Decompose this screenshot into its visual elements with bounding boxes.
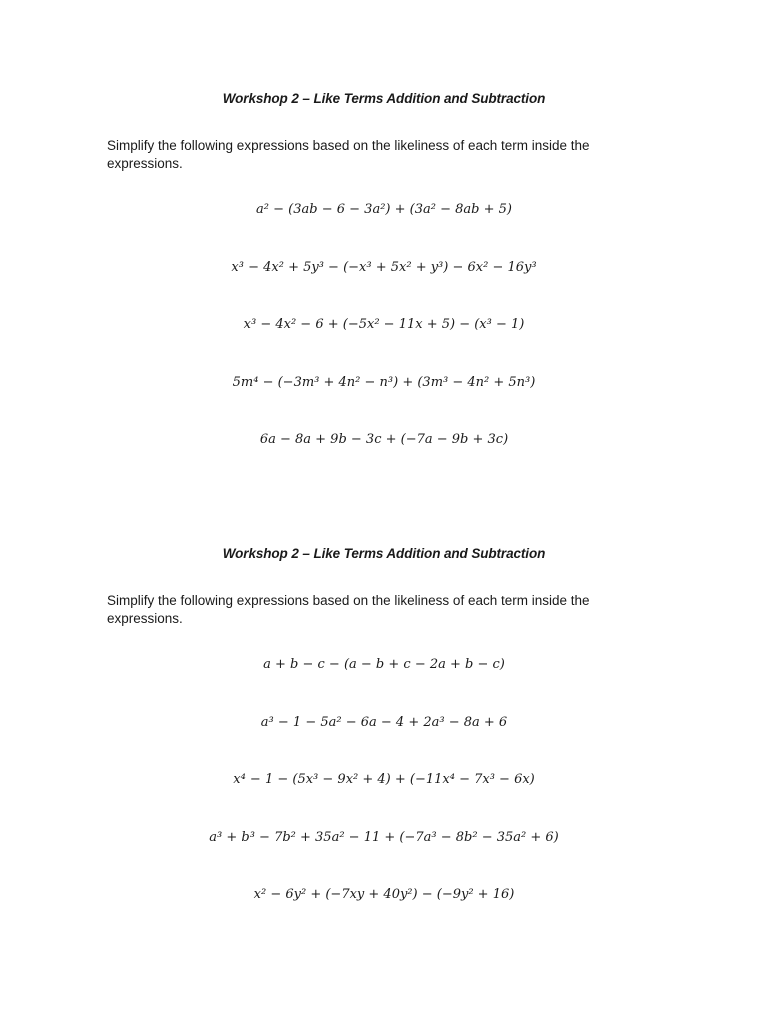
math-expression: x³ − 4x² − 6 + (−5x² − 11x + 5) − (x³ − 1) <box>243 317 525 332</box>
worksheet-section-2 <box>0 544 768 902</box>
expression-list <box>0 200 768 488</box>
expression-list <box>0 655 768 943</box>
math-expression: a² − (3ab − 6 − 3a²) + (3a² − 8ab + 5) <box>256 202 512 217</box>
math-expression: a + b − c − (a − b + c − 2a + b − c) <box>263 657 505 672</box>
worksheet-instructions: Simplify the following expressions based on the likeliness of each term inside the expressions. <box>107 593 590 626</box>
worksheet-instructions: Simplify the following expressions based on the likeliness of each term inside the expressions. <box>107 138 590 171</box>
math-expression: a³ + b³ − 7b² + 35a² − 11 + (−7a³ − 8b² − 35a² + 6) <box>209 829 559 845</box>
math-expression: x⁴ − 1 − (5x³ − 9x² + 4) + (−11x⁴ − 7x³ − 6x) <box>233 772 535 787</box>
math-expression: x³ − 4x² + 5y³ − (−x³ + 5x² + y³) − 6x² − 16y³ <box>231 259 537 275</box>
math-expression: 6a − 8a + 9b − 3c + (−7a − 9b + 3c) <box>259 432 509 447</box>
worksheet-section-1 <box>0 89 768 447</box>
math-expression: a³ − 1 − 5a² − 6a − 4 + 2a³ − 8a + 6 <box>260 714 508 730</box>
math-expression: x² − 6y² + (−7xy + 40y²) − (−9y² + 16) <box>253 887 515 902</box>
math-expression: 5m⁴ − (−3m³ + 4n² − n³) + (3m³ − 4n² + 5n³) <box>232 374 536 390</box>
worksheet-title: Workshop 2 – Like Terms Addition and Subtraction <box>222 546 546 561</box>
worksheet-title: Workshop 2 – Like Terms Addition and Subtraction <box>222 91 546 106</box>
